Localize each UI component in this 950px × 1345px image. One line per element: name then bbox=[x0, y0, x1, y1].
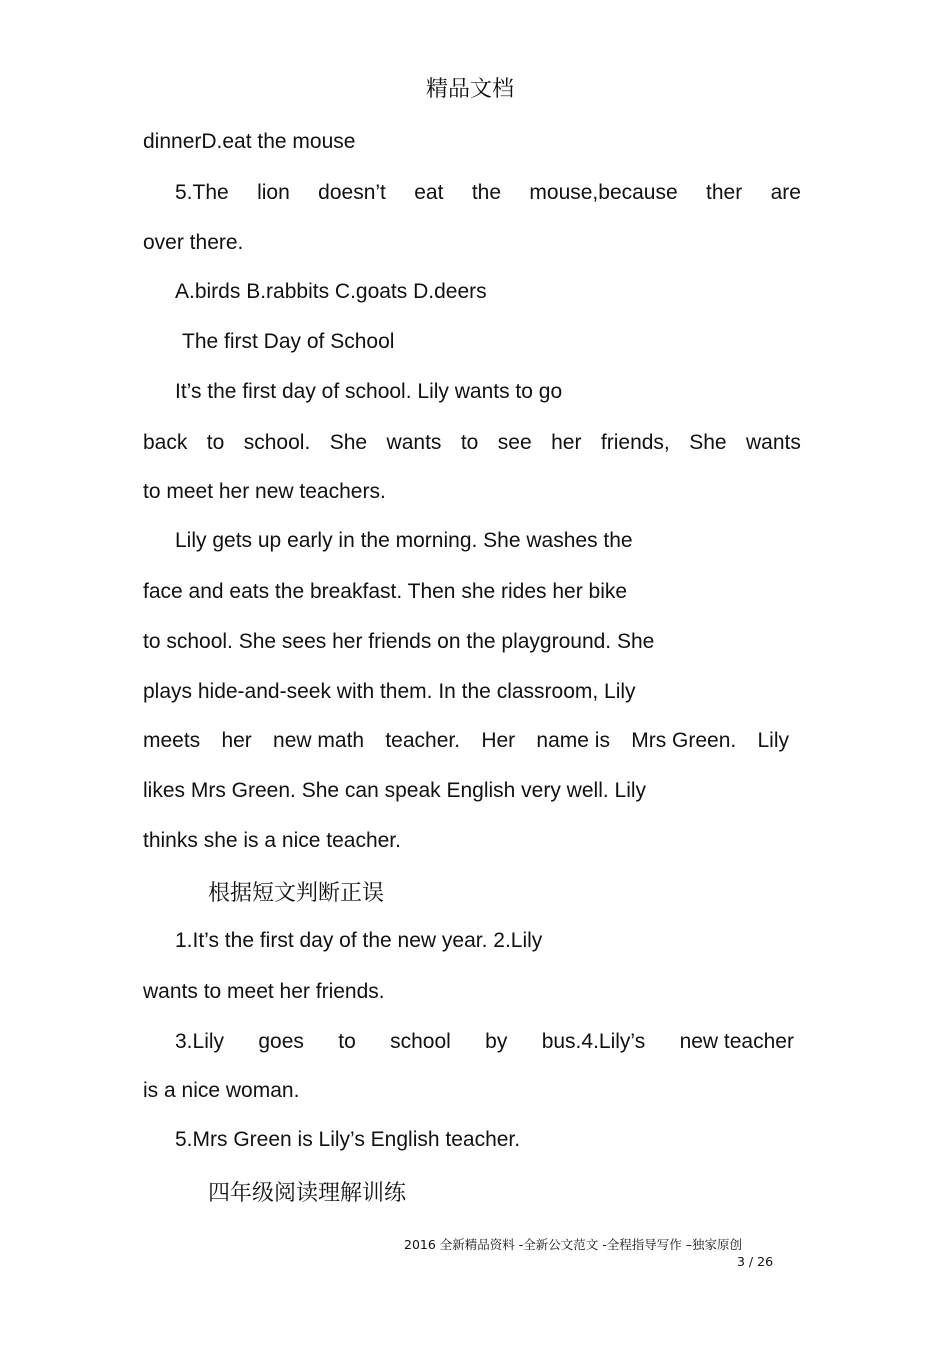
word: new math bbox=[273, 729, 365, 752]
word: back bbox=[143, 431, 188, 454]
word: the bbox=[471, 181, 502, 204]
word: name is bbox=[536, 729, 610, 752]
text-line: It’s the first day of school. Lily wants to go bbox=[175, 380, 563, 403]
text-line: dinnerD.eat the mouse bbox=[143, 130, 356, 153]
word: friends, bbox=[600, 431, 670, 454]
word: by bbox=[485, 1030, 508, 1053]
word: bus.4.Lily’s bbox=[541, 1030, 646, 1053]
word: school. bbox=[243, 431, 311, 454]
word: see bbox=[497, 431, 532, 454]
word: to bbox=[338, 1030, 356, 1053]
word: 5.The bbox=[175, 181, 229, 204]
text-line-justified bbox=[143, 430, 801, 456]
page-number: 3 / 26 bbox=[737, 1254, 774, 1269]
text-line-justified bbox=[143, 728, 789, 754]
text-line: to school. She sees her friends on the playground. She bbox=[143, 630, 655, 653]
section-heading: 根据短文判断正误 bbox=[208, 881, 385, 906]
word: wants bbox=[746, 431, 801, 454]
page-footer: 2016 全新精品资料 -全新公文范文 -全程指导写作 –独家原创 bbox=[404, 1237, 742, 1252]
word: She bbox=[689, 431, 727, 454]
word: meets bbox=[143, 729, 201, 752]
word: her bbox=[221, 729, 252, 752]
text-line: over there. bbox=[143, 231, 244, 254]
word: are bbox=[770, 181, 801, 204]
word: 3.Lily bbox=[175, 1030, 225, 1053]
word: wants bbox=[386, 431, 442, 454]
text-line: Lily gets up early in the morning. She washes the bbox=[175, 529, 633, 552]
word: eat bbox=[414, 181, 444, 204]
word: doesn’t bbox=[318, 181, 386, 204]
text-line-justified bbox=[175, 180, 801, 206]
word: to bbox=[460, 431, 479, 454]
word: Mrs Green. bbox=[631, 729, 737, 752]
word: school bbox=[390, 1030, 451, 1053]
text-line: wants to meet her friends. bbox=[143, 980, 385, 1003]
text-line: is a nice woman. bbox=[143, 1079, 300, 1102]
text-line-justified bbox=[175, 1029, 794, 1055]
text-line: thinks she is a nice teacher. bbox=[143, 829, 401, 852]
word: Lily bbox=[757, 729, 789, 752]
word: ther bbox=[706, 181, 743, 204]
word: teacher. bbox=[385, 729, 461, 752]
text-line: 1.It’s the first day of the new year. 2.Lily bbox=[175, 929, 543, 952]
word: Her bbox=[481, 729, 516, 752]
text-line: face and eats the breakfast. Then she rides her bike bbox=[143, 580, 628, 603]
word: new teacher bbox=[679, 1030, 794, 1053]
text-line: 5.Mrs Green is Lily’s English teacher. bbox=[175, 1128, 521, 1151]
word: She bbox=[329, 431, 368, 454]
section-title: The first Day of School bbox=[182, 330, 395, 353]
word: to bbox=[206, 431, 225, 454]
word: mouse,because bbox=[529, 181, 678, 204]
page-header: 精品文档 bbox=[425, 77, 514, 102]
word: goes bbox=[258, 1030, 304, 1053]
section-heading: 四年级阅读理解训练 bbox=[208, 1181, 407, 1206]
text-line: A.birds B.rabbits C.goats D.deers bbox=[175, 280, 487, 303]
text-line: likes Mrs Green. She can speak English very well. Lily bbox=[143, 779, 647, 802]
text-line: to meet her new teachers. bbox=[143, 480, 386, 503]
text-line: plays hide-and-seek with them. In the classroom, Lily bbox=[143, 680, 636, 703]
word: lion bbox=[257, 181, 290, 204]
word: her bbox=[551, 431, 582, 454]
